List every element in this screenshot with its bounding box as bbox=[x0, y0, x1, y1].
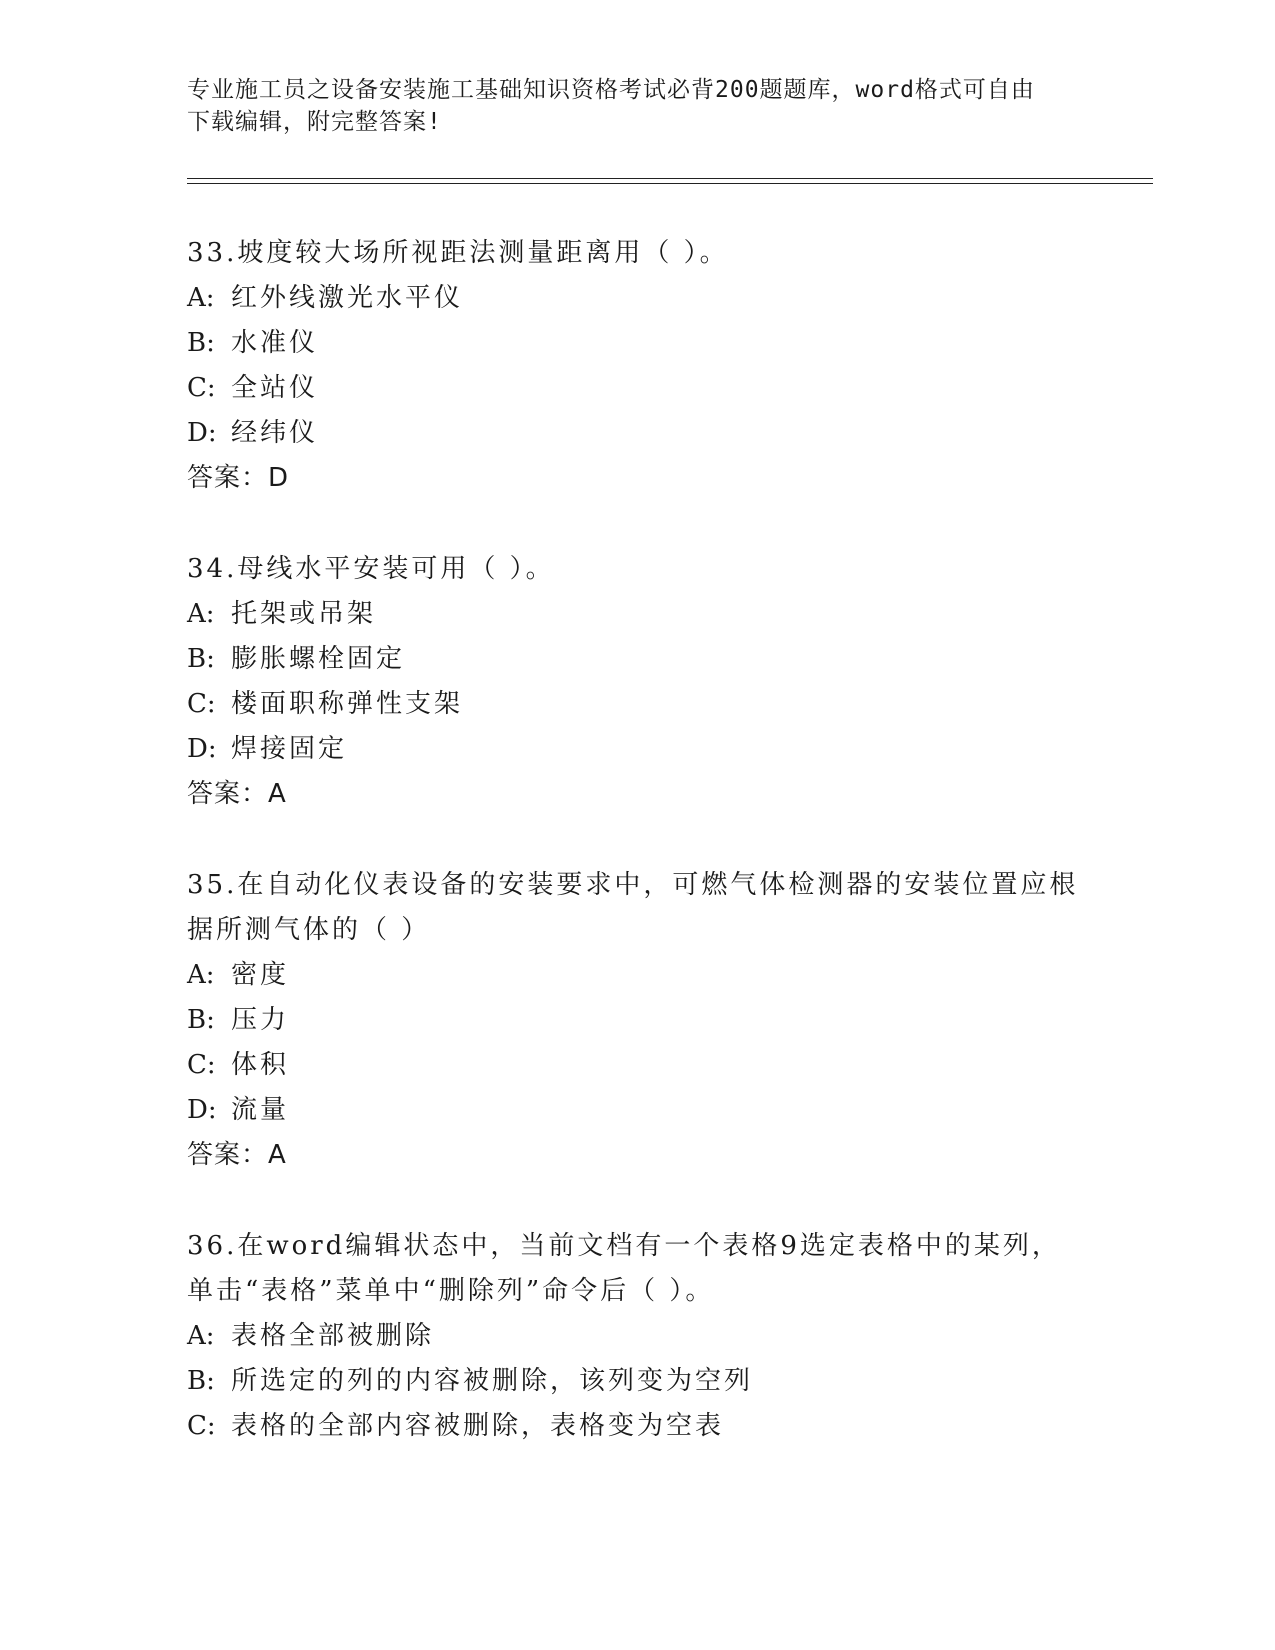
question-list bbox=[187, 231, 1107, 1495]
option-text: 焊接固定 bbox=[231, 734, 348, 764]
option-c bbox=[187, 682, 1107, 727]
option-label: C: bbox=[187, 1050, 216, 1080]
option-text: 全站仪 bbox=[231, 373, 319, 403]
answer: 答案：D bbox=[187, 463, 290, 493]
option-d bbox=[187, 727, 1107, 772]
option-d bbox=[187, 411, 1107, 456]
option-text: 压力 bbox=[231, 1005, 290, 1035]
option-text: 体积 bbox=[231, 1050, 290, 1080]
option-label: C: bbox=[187, 373, 216, 403]
question-35 bbox=[187, 863, 1107, 1178]
option-b bbox=[187, 637, 1107, 682]
option-a bbox=[187, 953, 1107, 998]
option-label: B: bbox=[187, 1005, 215, 1035]
option-text: 托架或吊架 bbox=[231, 599, 377, 629]
answer: 答案：A bbox=[187, 1140, 287, 1170]
option-label: B: bbox=[187, 644, 215, 674]
option-label: B: bbox=[187, 1366, 215, 1396]
option-c bbox=[187, 1404, 1107, 1449]
option-text: 红外线激光水平仪 bbox=[231, 283, 464, 313]
option-label: C: bbox=[187, 1411, 216, 1441]
option-d bbox=[187, 1088, 1107, 1133]
option-text: 膨胀螺栓固定 bbox=[231, 644, 406, 674]
answer: 答案：A bbox=[187, 779, 287, 809]
question-36 bbox=[187, 1224, 1107, 1449]
question-stem-line-2: 据所测气体的（ ） bbox=[187, 915, 431, 945]
header-line-2: 下载编辑，附完整答案! bbox=[187, 109, 442, 135]
option-label: D: bbox=[187, 418, 217, 448]
option-text: 所选定的列的内容被删除，该列变为空列 bbox=[231, 1366, 754, 1396]
option-label: A: bbox=[187, 599, 215, 629]
header-line-1: 专业施工员之设备安装施工基础知识资格考试必背200题题库，word格式可自由 bbox=[187, 77, 1035, 103]
question-34 bbox=[187, 547, 1107, 817]
option-a bbox=[187, 1314, 1107, 1359]
option-c bbox=[187, 366, 1107, 411]
option-a bbox=[187, 592, 1107, 637]
question-stem: 34.母线水平安装可用（ ）。 bbox=[187, 554, 555, 584]
option-c bbox=[187, 1043, 1107, 1088]
option-b bbox=[187, 1359, 1107, 1404]
option-label: B: bbox=[187, 328, 215, 358]
question-stem-line-2: 单击“表格”菜单中“删除列”命令后（ ）。 bbox=[187, 1276, 715, 1306]
option-a bbox=[187, 276, 1107, 321]
option-label: C: bbox=[187, 689, 216, 719]
option-text: 流量 bbox=[231, 1095, 290, 1125]
option-label: D: bbox=[187, 734, 217, 764]
question-stem-line-1: 36.在word编辑状态中，当前文档有一个表格9选定表格中的某列， bbox=[187, 1231, 1061, 1261]
option-label: D: bbox=[187, 1095, 217, 1125]
header-divider-top bbox=[187, 178, 1153, 179]
option-label: A: bbox=[187, 1321, 215, 1351]
option-label: A: bbox=[187, 283, 215, 313]
option-text: 表格的全部内容被删除，表格变为空表 bbox=[231, 1411, 725, 1441]
option-text: 表格全部被删除 bbox=[231, 1321, 435, 1351]
question-stem: 33.坡度较大场所视距法测量距离用（ ）。 bbox=[187, 238, 729, 268]
option-text: 经纬仪 bbox=[231, 418, 319, 448]
option-b bbox=[187, 998, 1107, 1043]
document-header bbox=[187, 74, 1087, 138]
header-divider-bottom bbox=[187, 183, 1153, 184]
question-33 bbox=[187, 231, 1107, 501]
option-text: 密度 bbox=[231, 960, 290, 990]
option-label: A: bbox=[187, 960, 215, 990]
option-b bbox=[187, 321, 1107, 366]
option-text: 楼面职称弹性支架 bbox=[231, 689, 464, 719]
option-text: 水准仪 bbox=[231, 328, 319, 358]
question-stem-line-1: 35.在自动化仪表设备的安装要求中，可燃气体检测器的安装位置应根 bbox=[187, 870, 1079, 900]
